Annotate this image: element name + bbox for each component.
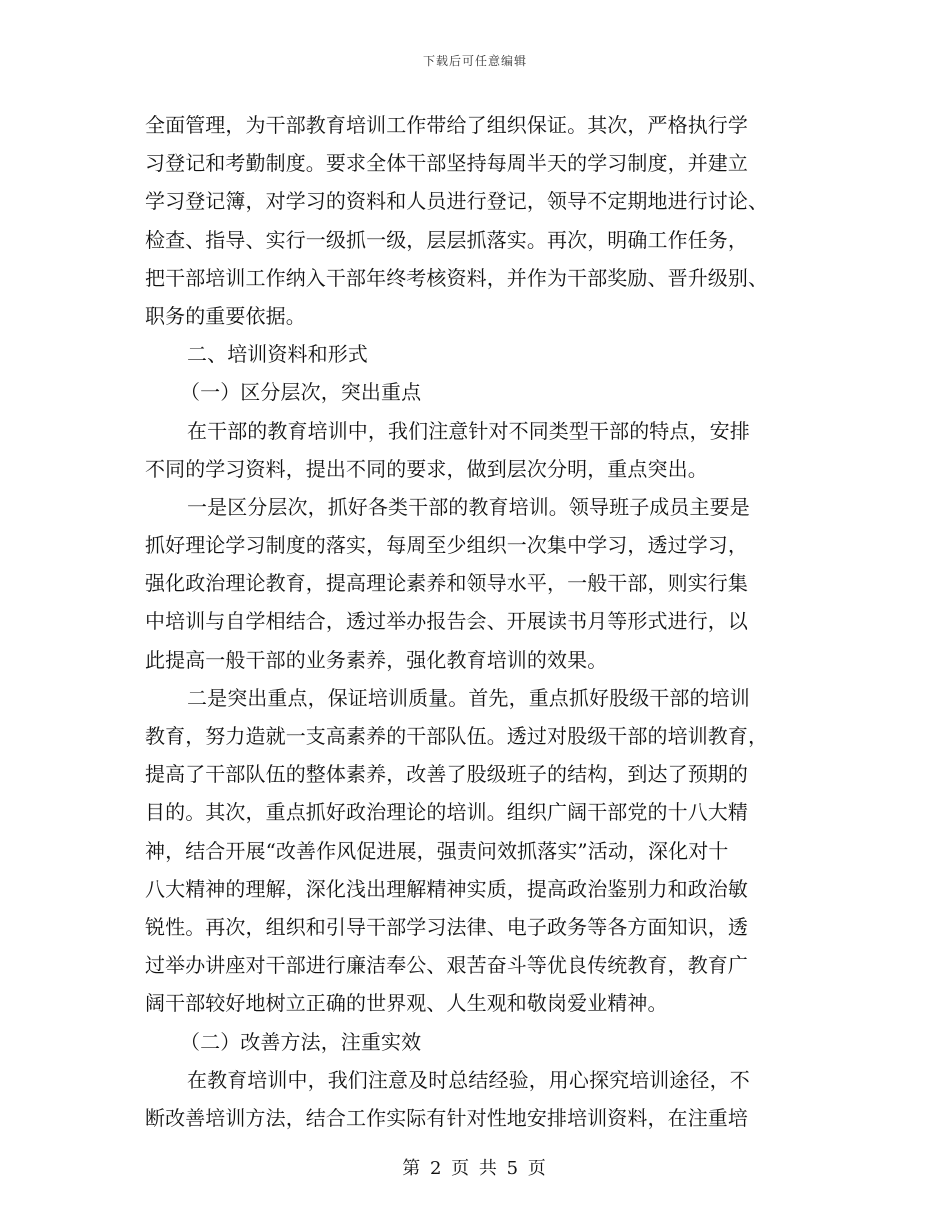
text-line: 此提高一般干部的业务素养，强化教育培训的效果。 [145, 647, 608, 672]
text-line: 二是突出重点，保证培训质量。首先，重点抓好股级干部的培训 [187, 685, 750, 710]
text-line: 断改善培训方法，结合工作实际有针对性地安排培训资料，在注重培 [145, 1105, 748, 1130]
text-line: 二、培训资料和形式 [187, 342, 368, 367]
text-line: 检查、指导、实行一级抓一级，层层抓落实。再次，明确工作任务， [145, 227, 748, 252]
text-line: 目的。其次，重点抓好政治理论的培训。组织广阔干部党的十八大精 [145, 800, 748, 825]
page-header: 下载后可任意编辑 [422, 54, 527, 68]
text-line: 教育，努力造就一支高素养的干部队伍。透过对股级干部的培训教育， [145, 724, 769, 748]
text-line: 职务的重要依据。 [145, 303, 306, 328]
text-line: 中培训与自学相结合，透过举办报告会、开展读书月等形式进行，以 [145, 609, 748, 634]
text-line: （一）区分层次，突出重点 [180, 380, 422, 405]
text-line: 在干部的教育培训中，我们注意针对不同类型干部的特点，安排 [187, 418, 750, 443]
text-line: 学习登记簿，对学习的资料和人员进行登记，领导不定期地进行讨论、 [145, 189, 769, 214]
text-line: 把干部培训工作纳入干部年终考核资料，并作为干部奖励、晋升级别、 [145, 265, 769, 290]
text-line: 全面管理，为干部教育培训工作带给了组织保证。其次，严格执行学 [145, 113, 748, 137]
text-line: 一是区分层次，抓好各类干部的教育培训。领导班子成员主要是 [187, 494, 750, 519]
page-number: 第 2 页 共 5 页 [402, 1158, 548, 1179]
text-line: 不同的学习资料，提出不同的要求，做到层次分明，重点突出。 [145, 456, 708, 481]
text-line: （二）改善方法，注重实效 [180, 1029, 422, 1054]
text-line: 抓好理论学习制度的落实，每周至少组织一次集中学习，透过学习， [145, 533, 748, 558]
text-line: 过举办讲座对干部进行廉洁奉公、艰苦奋斗等优良传统教育，教育广 [145, 953, 748, 978]
text-line: 习登记和考勤制度。要求全体干部坚持每周半天的学习制度，并建立 [145, 151, 748, 176]
text-line: 神，结合开展“改善作风促进展，强责问效抓落实”活动，深化对十 [145, 838, 729, 863]
text-line: 阔干部较好地树立正确的世界观、人生观和敬岗爱业精神。 [145, 991, 668, 1016]
text-line: 八大精神的理解，深化浅出理解精神实质，提高政治鉴别力和政治敏 [145, 876, 748, 901]
document-body [145, 106, 807, 1137]
text-line: 在教育培训中，我们注意及时总结经验，用心探究培训途径，不 [187, 1067, 750, 1092]
text-line: 提高了干部队伍的整体素养，改善了股级班子的结构，到达了预期的 [145, 762, 748, 787]
text-line: 强化政治理论教育，提高理论素养和领导水平，一般干部，则实行集 [145, 571, 748, 596]
text-line: 锐性。再次，组织和引导干部学习法律、电子政务等各方面知识，透 [145, 914, 748, 939]
